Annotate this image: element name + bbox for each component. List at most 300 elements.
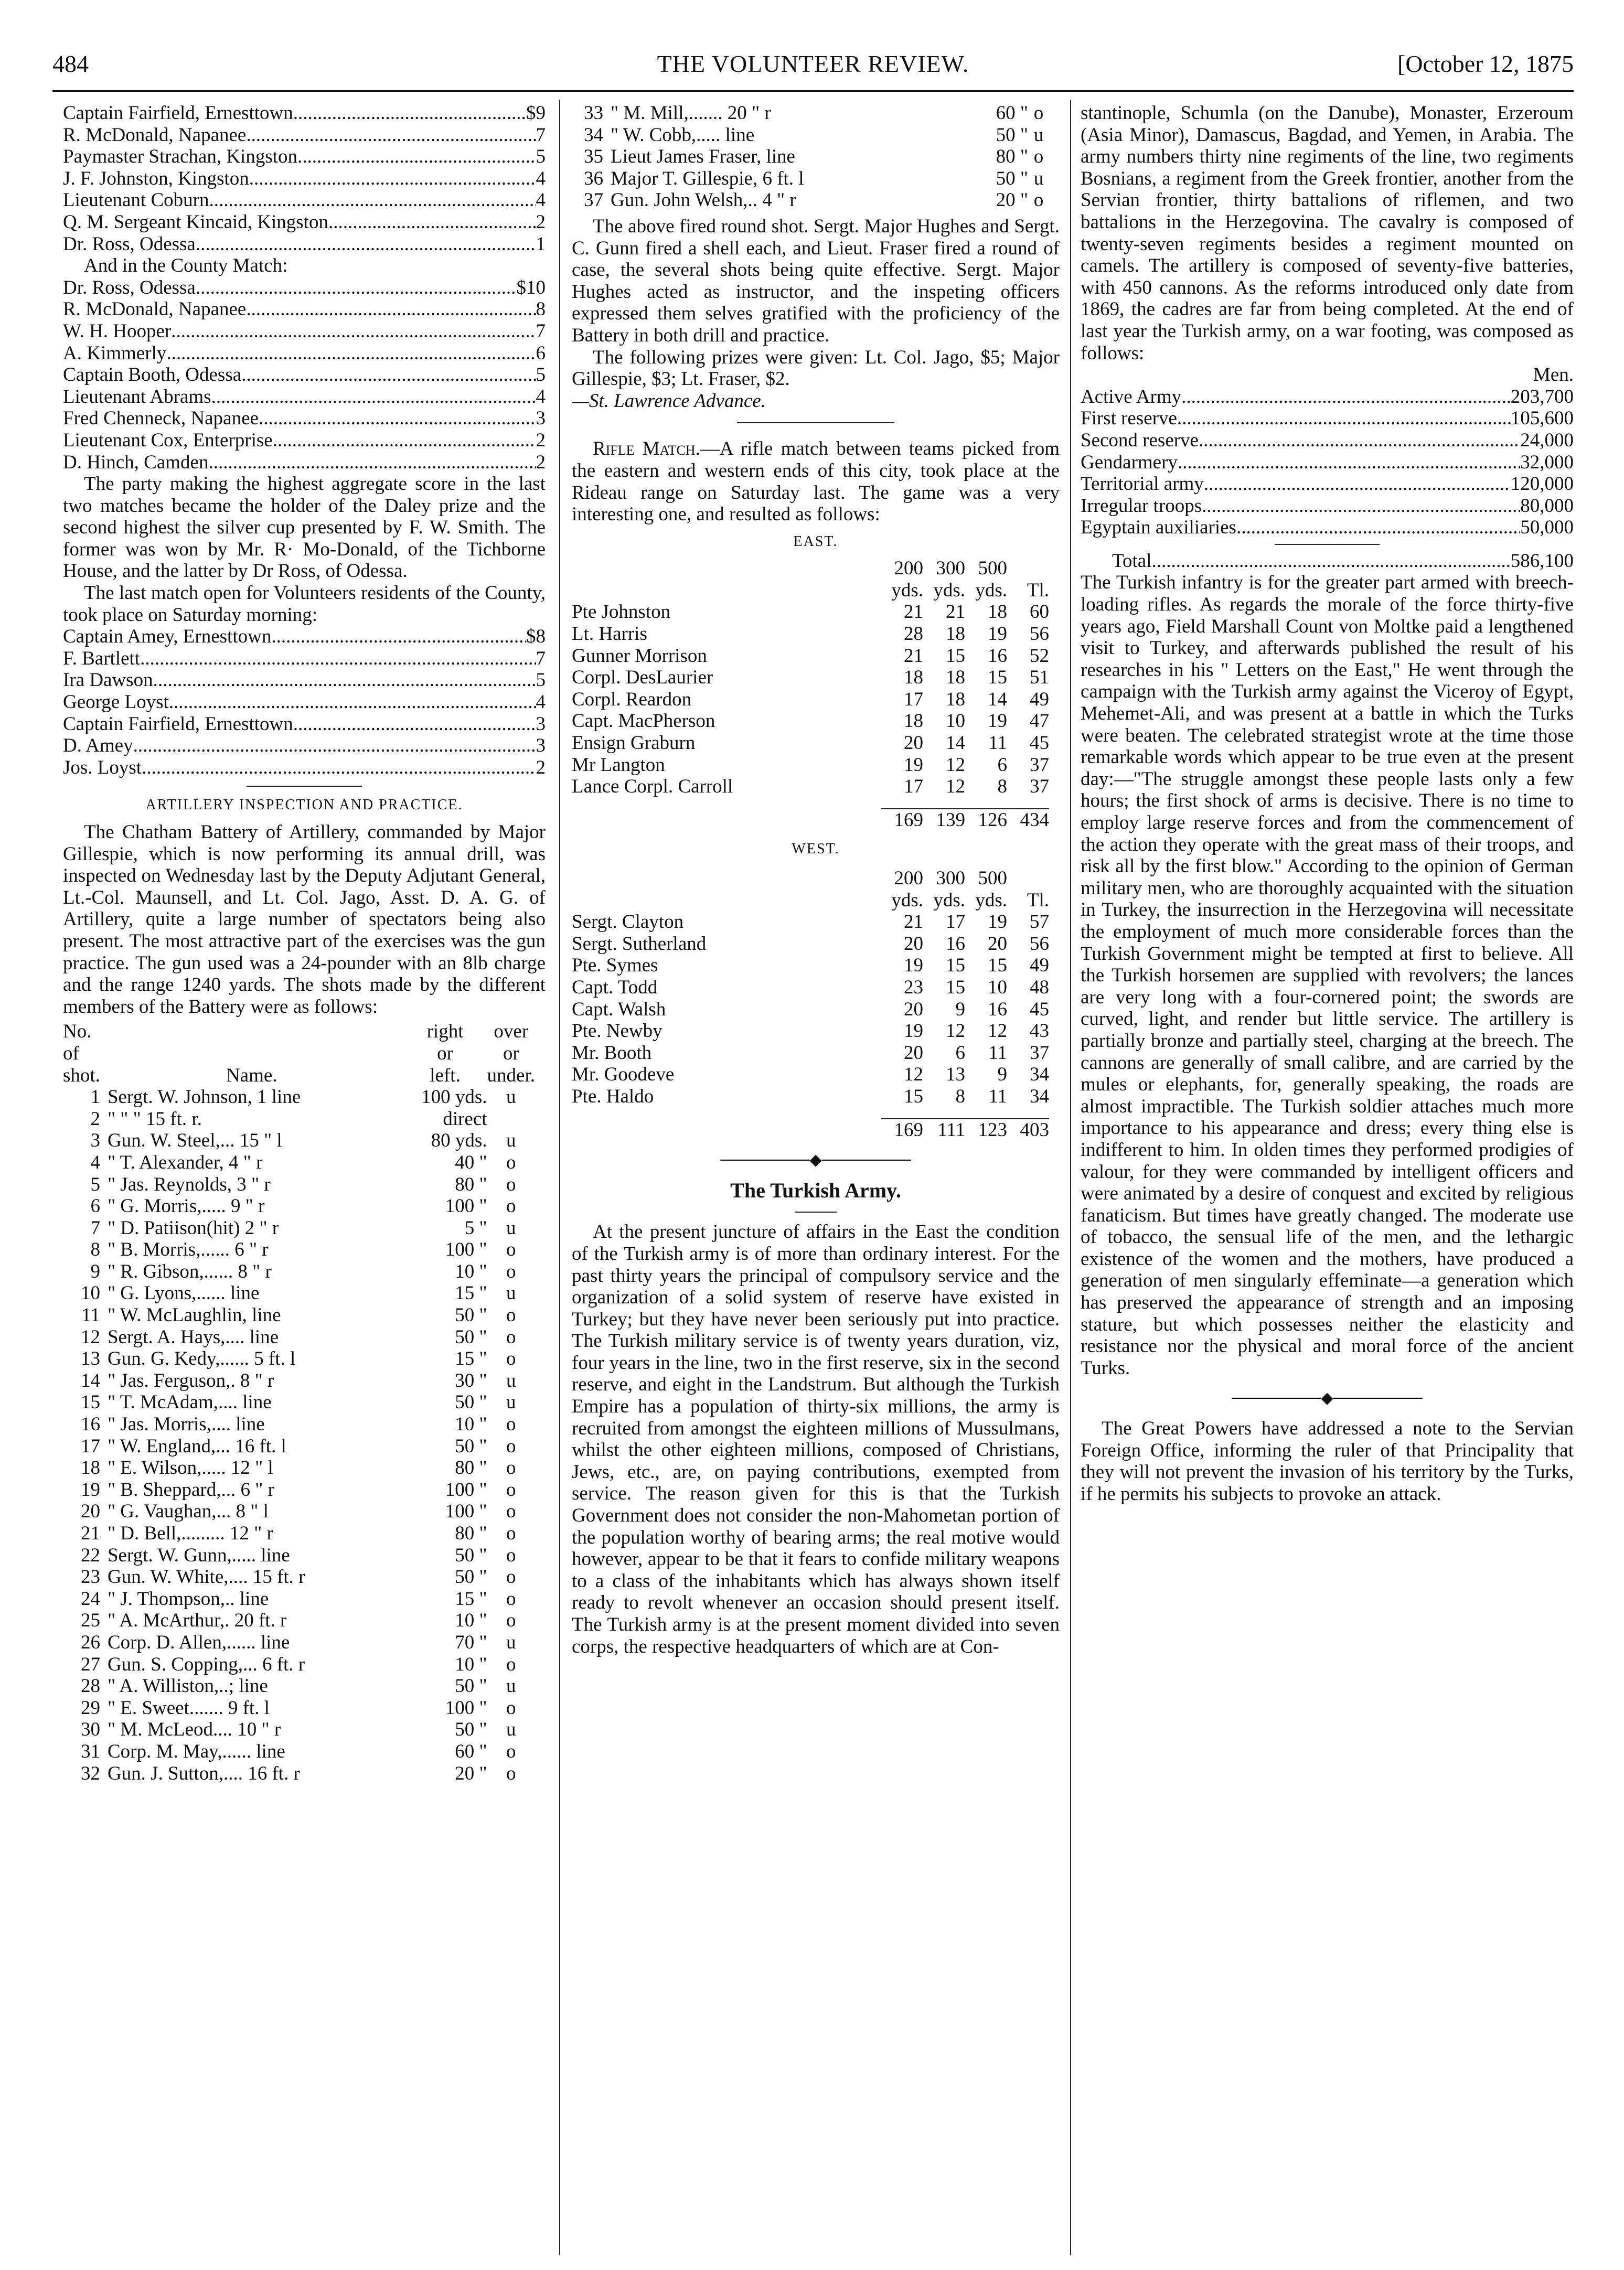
leader-dots	[153, 669, 536, 691]
list-item	[63, 691, 546, 713]
table-cell: 13	[80, 1348, 100, 1370]
item-name: W. H. Hooper	[63, 320, 172, 342]
list-item	[63, 386, 546, 408]
table-cell: " T. Alexander, 4 " r	[107, 1151, 263, 1173]
table-cell: 50 "	[455, 1719, 487, 1741]
item-name: Second reserve	[1081, 429, 1199, 451]
table-cell: 3	[90, 1130, 100, 1152]
table-cell: 10 "	[455, 1653, 487, 1675]
spacer-row	[572, 1108, 1049, 1119]
table-cell: 50 "	[996, 167, 1028, 189]
item-name: R. McDonald, Napanee	[63, 298, 247, 320]
item-name: Lieutenant Abrams	[63, 386, 211, 408]
item-name: Irregular troops	[1081, 495, 1202, 517]
table-cell: 80 "	[996, 146, 1028, 168]
total-row	[572, 809, 1049, 831]
table-row	[63, 1675, 535, 1697]
total-rule	[1275, 544, 1380, 545]
table-cell: 16	[988, 645, 1007, 667]
list-item	[63, 452, 546, 474]
table-cell: 10 "	[455, 1414, 487, 1436]
header-cell: over	[494, 1021, 529, 1043]
leader-dots	[1236, 517, 1520, 539]
table-cell: direct	[443, 1108, 487, 1130]
paragraph: The Great Powers have addressed a note to the Servian Foreign Office, informing the ruler of that Principality that they will not prevent the invasion of his territory by the Turks, if he permits his subjects to provoke an attack.	[1081, 1418, 1574, 1505]
table-cell: o	[506, 1762, 516, 1784]
table-row	[63, 1304, 535, 1326]
page-header	[52, 50, 1574, 87]
table-cell: 8	[955, 1085, 965, 1107]
table-cell: 16	[946, 933, 965, 955]
table-cell: " " " 15 ft. r.	[107, 1108, 202, 1130]
table-row	[63, 1545, 535, 1567]
list-item	[1081, 452, 1574, 474]
leader-dots	[140, 648, 536, 670]
table-cell: 100 yds.	[421, 1086, 487, 1108]
table-cell: o	[506, 1173, 516, 1195]
item-value: 5	[536, 146, 546, 168]
table-cell: 30 "	[455, 1369, 487, 1391]
table-cell	[572, 809, 881, 831]
rifle-match-text: —A rifle match between teams picked from the eastern and western ends of this city, took place at the Rideau range on Saturday last. The game was a very interesting one, and resulted as follows:	[572, 438, 1060, 526]
column-3	[1081, 102, 1574, 2258]
spacer-row	[572, 798, 1049, 809]
table-cell: 80 "	[455, 1523, 487, 1544]
item-value: 50,000	[1520, 517, 1574, 539]
table-row	[63, 1436, 535, 1458]
list-item	[63, 168, 546, 190]
table-cell: 17	[904, 688, 923, 710]
table-cell: 6	[997, 754, 1007, 776]
table-cell: 19	[80, 1479, 100, 1501]
item-name: Paymaster Strachan, Kingston	[63, 146, 297, 168]
table-row	[63, 1697, 535, 1719]
forces-total	[1081, 550, 1574, 572]
table-cell: Gun. W. Steel,... 15 " l	[107, 1130, 282, 1152]
table-cell: Lieut James Fraser, line	[611, 146, 795, 168]
table-row	[63, 1130, 535, 1152]
table-row	[63, 1566, 535, 1588]
table-cell: 20	[988, 933, 1007, 955]
item-value: 203,700	[1510, 386, 1574, 408]
table-cell: o	[506, 1523, 516, 1544]
header-cell	[1007, 868, 1049, 890]
paragraph: At the present juncture of affairs in the East the condition of the Turkish army is of more than ordinary interest. For the past thirty years the principal of compulsory service and the organization of a solid system of reserve have existed in Turkey; but they have never been seriously put into practice. The Turkish military service is of twenty years duration, viz, four years in the line, two in the first reserve, six in the second reserve, and eight in the Landstrum. But although the Turkish Empire has a population of thirty-six millions, the army is recruited from amongst the eighteen millions of Mussulmans, whilst the other eighteen millions, composed of Christians, Jews, etc., are, on paying contributions, exempted from service. The reason given for this is that the Turkish Government does not consider the non-Mahometan portion of the population worthy of bearing arms; the real motive would however, appear to be that it fears to confide military weapons to a class of the inhabitants which has always shown itself ready to revolt whenever an occasion should present itself. The Turkish army is at the present moment divided into seven corps, the respective headquarters of which are at Con-	[572, 1221, 1060, 1657]
list-item	[63, 626, 546, 648]
table-cell: 15	[946, 976, 965, 998]
table-cell: 100 "	[445, 1195, 487, 1217]
leader-dots	[209, 189, 536, 211]
item-name: Territorial army	[1081, 473, 1204, 495]
leader-dots	[166, 342, 536, 365]
item-value: 4	[536, 189, 546, 211]
table-row	[572, 102, 1049, 124]
rifle-match-lead: Rifle Match.	[593, 438, 700, 460]
table-cell: 9	[997, 1064, 1007, 1086]
item-value: 6	[536, 342, 546, 364]
rifle-match-paragraph	[572, 438, 1060, 525]
list-item	[63, 669, 546, 691]
item-value: 7	[536, 124, 546, 146]
table-cell: 29	[80, 1697, 100, 1719]
table-cell: " G. Vaughan,... 8 " l	[107, 1501, 269, 1523]
header-cell: Tl.	[1027, 579, 1049, 601]
table-cell: 37	[584, 189, 603, 211]
header-cell: under.	[487, 1064, 535, 1086]
total-cell: 111	[923, 1119, 965, 1141]
table-row	[63, 1391, 535, 1414]
paragraph: stantinople, Schumla (on the Danube), Monaster, Erzeroum (Asia Minor), Damascus, Bagdad, and Yemen, in Arabia. The army numbers thirty nine regiments of the line, two regiments Bosnians, a regiment from the Greek frontier, another from the Servian frontier, thirty battalions of riflemen, and two battalions in the Herzegovina. The cavalry is composed of twenty-seven regiments besides a regiment mounted on camels. The artillery is composed of seventy-five batteries, with 450 cannons. As the reforms introduced only date from 1869, the cadres are far from being completed. At the end of last year the Turkish army, on a war footing, was composed as follows:	[1081, 102, 1574, 364]
table-cell: 50 "	[455, 1435, 487, 1457]
table-cell: 10 "	[455, 1610, 487, 1632]
header-cell: yds.	[891, 579, 923, 601]
list-item	[63, 320, 546, 342]
leader-dots	[169, 691, 536, 713]
table-cell: Gun. S. Copping,... 6 ft. r	[107, 1653, 305, 1675]
table-header-row	[572, 890, 1049, 912]
table-row	[572, 776, 1049, 798]
item-value: $10	[516, 276, 546, 298]
list-item	[63, 408, 546, 430]
table-row	[63, 1261, 535, 1283]
list-item	[63, 277, 546, 299]
table-cell: 19	[988, 623, 1007, 645]
item-value: 2	[536, 211, 546, 233]
header-cell: yds.	[975, 889, 1007, 911]
table-cell: 43	[1030, 1020, 1049, 1042]
header-cell: Name.	[226, 1064, 277, 1086]
item-value: 4	[536, 386, 546, 408]
table-row	[572, 977, 1049, 999]
county-match-heading: And in the County Match:	[84, 255, 288, 277]
item-value: 1	[536, 233, 546, 255]
prize-list-county	[63, 277, 546, 473]
header-cell	[1007, 558, 1049, 580]
table-cell: 6	[955, 1042, 965, 1064]
table-cell: 50 "	[455, 1566, 487, 1588]
table-cell: 19	[988, 710, 1007, 732]
table-cell: 31	[80, 1740, 100, 1762]
table-cell: 20	[904, 1042, 923, 1064]
table-cell: Lance Corpl. Carroll	[572, 776, 733, 798]
list-item	[63, 233, 546, 255]
table-row	[63, 1217, 535, 1239]
table-row	[63, 1588, 535, 1610]
table-cell: 8	[997, 776, 1007, 798]
table-cell: 12	[80, 1326, 100, 1348]
table-cell: 19	[904, 754, 923, 776]
prize-list-residents	[63, 626, 546, 778]
table-cell: 100 "	[445, 1479, 487, 1501]
table-cell: 20 "	[455, 1762, 487, 1784]
paragraph: The following prizes were given: Lt. Col. Jago, $5; Major Gillespie, $3; Lt. Fraser, $2.	[572, 346, 1060, 390]
table-row	[572, 732, 1049, 754]
table-cell: 100 "	[445, 1697, 487, 1719]
table-cell: 15	[946, 955, 965, 977]
table-row	[63, 1326, 535, 1348]
table-cell: 18	[904, 667, 923, 689]
table-cell: 14	[80, 1369, 100, 1391]
table-cell: 11	[81, 1304, 100, 1326]
table-cell: 16	[80, 1414, 100, 1436]
list-item	[1081, 430, 1574, 452]
paragraph: The party making the highest aggregate score in the last two matches became the holder of the Daley prize and the second highest the silver cup presented by F. W. Smith. The former was won by Mr. R· Mo-Donald, of the Tichborne House, and the latter by Dr Ross, of Odessa.	[63, 473, 546, 582]
item-value: 2	[536, 429, 546, 451]
table-row	[63, 1414, 535, 1436]
header-cell	[100, 1043, 403, 1065]
item-name: Captain Fairfield, Ernesttown	[63, 713, 293, 735]
list-item	[63, 211, 546, 233]
table-cell: 20	[904, 933, 923, 955]
leader-dots	[246, 298, 536, 320]
header-cell: 500	[978, 868, 1007, 889]
header-cell: or	[437, 1042, 453, 1064]
table-row	[572, 601, 1049, 623]
leader-dots	[241, 364, 536, 386]
leader-dots	[208, 452, 536, 474]
item-value: 7	[536, 320, 546, 342]
table-cell: 30	[80, 1719, 100, 1741]
item-value: 7	[536, 647, 546, 669]
header-rule	[52, 90, 1574, 92]
leader-dots	[1178, 452, 1520, 474]
table-row	[63, 1741, 535, 1763]
spacer-cell	[572, 798, 1049, 809]
table-cell: 50 "	[455, 1675, 487, 1697]
table-cell: u	[1033, 167, 1044, 189]
item-value: 120,000	[1510, 473, 1574, 495]
table-cell: Sergt. Clayton	[572, 911, 684, 933]
table-row	[572, 146, 1049, 168]
table-cell: Pte. Newby	[572, 1020, 663, 1042]
table-row	[572, 999, 1049, 1021]
table-row	[572, 754, 1049, 776]
header-cell: right	[426, 1021, 464, 1043]
column-divider	[1070, 100, 1071, 2255]
item-name: J. F. Johnston, Kingston	[63, 167, 249, 189]
table-header-row	[63, 1043, 535, 1065]
item-value: 4	[536, 167, 546, 189]
list-item	[63, 146, 546, 168]
header-cell	[100, 1021, 403, 1043]
table-cell: o	[506, 1435, 516, 1457]
table-row	[63, 1479, 535, 1501]
west-label: WEST.	[792, 841, 840, 858]
table-cell	[487, 1108, 535, 1130]
short-rule	[795, 1212, 837, 1213]
table-header-row	[572, 558, 1049, 580]
table-header-row	[572, 580, 1049, 602]
item-name: D. Hinch, Camden	[63, 451, 209, 473]
table-cell: " W. England,... 16 ft. l	[107, 1435, 286, 1457]
table-cell: Pte. Haldo	[572, 1085, 654, 1107]
table-cell: 37	[1030, 776, 1049, 798]
table-cell: 9	[90, 1260, 100, 1282]
item-name: First reserve	[1081, 408, 1177, 430]
table-row	[572, 623, 1049, 645]
table-cell: 23	[80, 1566, 100, 1588]
list-item	[63, 713, 546, 735]
table-row	[572, 955, 1049, 977]
shot-table	[63, 1021, 535, 1784]
table-cell: 24	[80, 1588, 100, 1610]
east-label: EAST.	[793, 533, 838, 550]
item-name: Captain Fairfield, Ernesttown	[63, 102, 293, 124]
table-cell: 50 "	[455, 1304, 487, 1326]
header-cell: of	[63, 1042, 79, 1064]
section-rule	[247, 786, 362, 787]
table-cell: 21	[80, 1523, 100, 1544]
table-cell: 15	[904, 1085, 923, 1107]
list-item	[63, 648, 546, 670]
table-cell: 19	[904, 955, 923, 977]
item-value: 24,000	[1520, 429, 1574, 451]
table-row	[572, 689, 1049, 711]
table-cell: 12	[988, 1020, 1007, 1042]
table-cell: Lt. Harris	[572, 623, 647, 645]
item-value: 3	[536, 735, 546, 757]
table-cell: 16	[988, 998, 1007, 1020]
item-value: $8	[526, 626, 546, 648]
header-cell: yds.	[933, 579, 965, 601]
table-cell: o	[506, 1544, 516, 1566]
table-cell: 45	[1030, 998, 1049, 1020]
table-cell: 7	[90, 1217, 100, 1239]
table-cell: " W. Cobb,..... line	[611, 124, 755, 146]
table-cell: 40 "	[455, 1151, 487, 1173]
table-row	[63, 1610, 535, 1632]
table-cell: 2	[90, 1108, 100, 1130]
table-cell: 35	[584, 146, 603, 168]
table-row	[63, 1654, 535, 1676]
total-cell: 169	[881, 809, 923, 831]
leader-dots	[293, 713, 536, 735]
table-row	[572, 124, 1049, 146]
paragraph: The Turkish infantry is for the greater part armed with breech-loading rifles. As regards the morale of the force thirty-five years ago, Field Marshall Count von Moltke paid a lengthened visit to Turkey, and afterwards published the result of his researches in his " Letters on the East," He went through the campaign with the Turkish army against the Viceroy of Egypt, Mehemet-Ali, and was present at a battle in which the Turks were beaten. The celebrated strategist wrote at the time those remarkable words which appear to be true even at the present day:—"The struggle amongst these people lasts only a few hours; the first shock of arms is decisive. There is no time to employ large reserve forces and from the commencement of the action they operate with the great mass of their troops, and risk all by the first blow." According to the opinion of German military men, who are thoroughly acquainted with the situation in Turkey, the insurrection in the Herzegovina will necessitate the employment of much more considerable forces than the Turkish Government might be tempted at first to believe. All the Turkish horsemen are supplied with revolvers; the lances are very long with a four-cornered point; the swords are curved, light, and render but little service. The artillery is partially bronze and partially steel, charging at the breech. The cannons are generally of small calibre, and are carried by the mules or elephants, for, generally speaking, the roads are almost impractible. The Turkish soldier attaches much more importance to his appearance and dress; every thing else is indifferent to him. In olden times they performed prodigies of valour, for they were commanded by intelligent officers and were animated by a desire of conquest and excited by religious fanaticism. But times have greatly changed. The moderate use of tobacco, the sensual life of the men, and the lethargic existence of the women and the mothers, have produced a generation of men singularly effeminate—a generation which has preserved the appearance of strength and an imposing stature, but which possesses neither the elasticity and resistance nor the physical and moral force of the ancient Turks.	[1081, 572, 1574, 1379]
table-cell: u	[506, 1086, 516, 1108]
table-cell: 18	[946, 623, 965, 645]
list-item	[63, 189, 546, 211]
list-item	[63, 298, 546, 320]
table-cell: 37	[1030, 754, 1049, 776]
header-cell: left.	[430, 1064, 461, 1086]
table-cell: u	[506, 1369, 516, 1391]
table-cell: 36	[584, 167, 603, 189]
table-cell: " M. McLeod.... 10 " r	[107, 1719, 281, 1741]
column-divider	[559, 100, 560, 2255]
table-row	[63, 1174, 535, 1196]
total-label: Total	[1112, 550, 1152, 572]
list-item	[63, 342, 546, 365]
table-cell: Sergt. W. Gunn,..... line	[107, 1544, 290, 1566]
table-cell: 18	[946, 688, 965, 710]
item-value: 8	[536, 298, 546, 320]
item-name: Lieutenant Cox, Enterprise	[63, 429, 273, 451]
table-cell: 12	[904, 1064, 923, 1086]
leader-dots	[1177, 408, 1511, 430]
table-cell: 15	[80, 1391, 100, 1414]
table-cell: 15	[988, 667, 1007, 689]
table-cell: Ensign Graburn	[572, 732, 696, 754]
table-cell: Mr. Goodeve	[572, 1064, 675, 1086]
table-cell: Corpl. DesLaurier	[572, 667, 713, 689]
item-name: Active Army	[1081, 386, 1182, 408]
table-cell: 34	[584, 124, 603, 146]
table-cell: 60 "	[455, 1740, 487, 1762]
table-cell: 50 "	[455, 1391, 487, 1414]
table-cell: 14	[946, 732, 965, 754]
table-cell: o	[506, 1479, 516, 1501]
total-row	[572, 1119, 1049, 1141]
table-cell: " J. Thompson,.. line	[107, 1588, 269, 1610]
table-cell: " B. Sheppard,... 6 " r	[107, 1479, 274, 1501]
page-number: 484	[52, 50, 89, 77]
header-cell: yds.	[891, 889, 923, 911]
list-item	[63, 757, 546, 779]
table-cell: 11	[988, 732, 1007, 754]
table-cell: 15 "	[455, 1282, 487, 1304]
item-name: Lieutenant Coburn	[63, 189, 209, 211]
table-cell: o	[506, 1260, 516, 1282]
table-cell: 23	[904, 976, 923, 998]
item-name: Ira Dawson	[63, 669, 153, 691]
table-cell: Gun. J. Sutton,.... 16 ft. r	[107, 1762, 300, 1784]
table-cell: 12	[946, 754, 965, 776]
table-cell: 19	[904, 1020, 923, 1042]
table-cell: 5 "	[464, 1217, 487, 1239]
table-cell: 28	[80, 1675, 100, 1697]
table-cell: Gunner Morrison	[572, 645, 707, 667]
leader-dots	[142, 757, 536, 779]
leader-dots	[1204, 473, 1511, 495]
table-cell: 10	[988, 976, 1007, 998]
total-cell: 434	[1007, 809, 1049, 831]
table-cell: " G. Lyons,...... line	[107, 1282, 260, 1304]
table-row	[572, 710, 1049, 732]
column-1	[63, 102, 546, 2258]
table-cell: 60 "	[996, 102, 1028, 124]
table-cell: Capt. Walsh	[572, 998, 666, 1020]
table-cell: " R. Gibson,...... 8 " r	[107, 1260, 272, 1282]
item-name: George Loyst	[63, 691, 169, 713]
table-cell: Mr Langton	[572, 754, 665, 776]
table-cell: 17	[80, 1435, 100, 1457]
list-item	[63, 430, 546, 452]
header-cell: No.	[63, 1021, 92, 1043]
table-cell: o	[506, 1304, 516, 1326]
table-cell: Gun. G. Kedy,...... 5 ft. l	[107, 1348, 296, 1370]
item-value: 3	[536, 408, 546, 430]
table-cell: 15	[946, 645, 965, 667]
paragraph: The Chatham Battery of Artillery, commanded by Major Gillespie, which is now performing its annual drill, was inspected on Wednesday last by the Deputy Adjutant General, Lt.-Col. Maunsell, and Lt. Col. Jago, Asst. D. A. G. of Artillery, quite a large number of spectators being also present. The most attractive part of the exercises was the gun practice. The gun used was a 24-pounder with an 8lb charge and the range 1240 yards. The shots made by the different members of the Battery were as follows:	[63, 821, 546, 1018]
table-cell: o	[506, 1566, 516, 1588]
table-row	[572, 667, 1049, 689]
table-cell: 10	[946, 710, 965, 732]
table-cell: 11	[988, 1085, 1007, 1107]
table-cell: Gun. W. White,.... 15 ft. r	[107, 1566, 305, 1588]
header-cell	[572, 580, 881, 602]
item-name: Dr. Ross, Odessa	[63, 233, 196, 255]
table-cell: 49	[1030, 688, 1049, 710]
table-cell: 8	[90, 1239, 100, 1261]
table-row	[63, 1501, 535, 1523]
table-cell: " Jas. Reynolds, 3 " r	[107, 1173, 271, 1195]
item-name: R. McDonald, Napanee	[63, 124, 247, 146]
table-cell: " G. Morris,..... 9 " r	[107, 1195, 265, 1217]
table-row	[63, 1719, 535, 1741]
table-cell: 20	[904, 732, 923, 754]
issue-date: [October 12, 1875	[1397, 50, 1574, 77]
